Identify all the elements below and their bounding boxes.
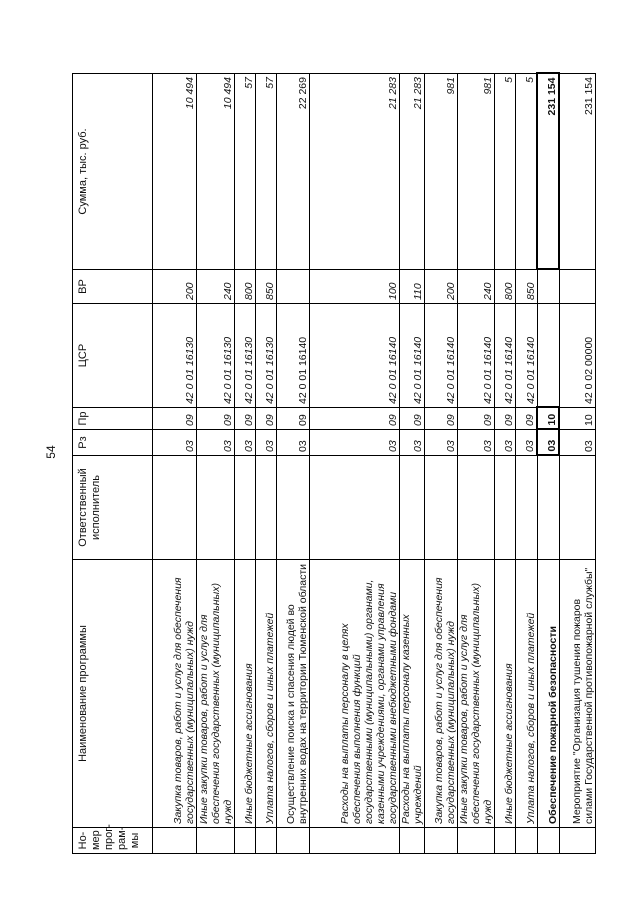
row-csr-cell [537, 304, 559, 408]
header-sum: Сумма, тыс. руб. [73, 74, 153, 270]
row-pr-cell: 09 [234, 408, 255, 430]
table-row [310, 74, 400, 854]
budget-table [72, 73, 596, 855]
row-pr-cell: 10 [537, 408, 559, 430]
row-number-cell [310, 828, 400, 854]
table-row [458, 74, 495, 854]
row-vr-cell: 240 [458, 270, 495, 304]
row-number-cell [399, 828, 424, 854]
table-header-row [73, 74, 153, 854]
row-sum-cell: 57 [255, 74, 276, 270]
row-vr-cell: 200 [424, 270, 457, 304]
row-csr-cell: 42 0 01 16140 [399, 304, 424, 408]
row-name-cell: Уплата налогов, сборов и иных платежей [516, 560, 537, 828]
row-vr-cell: 200 [153, 270, 197, 304]
row-pr-cell: 10 [559, 408, 595, 430]
row-responsible-cell [197, 456, 234, 560]
row-name-cell: Закупка товаров, работ и услуг для обеспечения государственных (муниципальных) нужд [153, 560, 197, 828]
row-pr-cell: 09 [495, 408, 516, 430]
row-number-cell [276, 828, 309, 854]
page-number: 54 [44, 445, 58, 459]
header-program-name: Наименование программы [73, 560, 153, 828]
table-row [276, 74, 309, 854]
table-row [197, 74, 234, 854]
row-number-cell [234, 828, 255, 854]
row-responsible-cell [276, 456, 309, 560]
row-number-cell [559, 828, 595, 854]
table-row [559, 74, 595, 854]
table-row [516, 74, 537, 854]
row-name-cell: Закупка товаров, работ и услуг для обеспечения государственных (муниципальных) нужд [424, 560, 457, 828]
row-responsible-cell [310, 456, 400, 560]
row-sum-cell: 5 [495, 74, 516, 270]
row-number-cell [197, 828, 234, 854]
header-rz: Рз [73, 430, 153, 456]
row-vr-cell: 110 [399, 270, 424, 304]
row-sum-cell: 981 [458, 74, 495, 270]
row-responsible-cell [234, 456, 255, 560]
row-pr-cell: 09 [255, 408, 276, 430]
row-responsible-cell [495, 456, 516, 560]
row-sum-cell: 5 [516, 74, 537, 270]
row-number-cell [153, 828, 197, 854]
row-vr-cell: 850 [255, 270, 276, 304]
table-row [495, 74, 516, 854]
row-rz-cell: 03 [399, 430, 424, 456]
table-body [153, 74, 596, 854]
header-vr: ВР [73, 270, 153, 304]
row-csr-cell: 42 0 01 16140 [276, 304, 309, 408]
row-rz-cell: 03 [559, 430, 595, 456]
row-number-cell [424, 828, 457, 854]
row-vr-cell [559, 270, 595, 304]
row-vr-cell: 800 [234, 270, 255, 304]
row-csr-cell: 42 0 01 16140 [495, 304, 516, 408]
row-rz-cell: 03 [310, 430, 400, 456]
row-pr-cell: 09 [197, 408, 234, 430]
row-name-cell: Уплата налогов, сборов и иных платежей [255, 560, 276, 828]
row-name-cell: Иные закупки товаров, работ и услуг для обеспечения государственных (муниципальных) нужд [458, 560, 495, 828]
row-responsible-cell [458, 456, 495, 560]
row-pr-cell: 09 [153, 408, 197, 430]
row-responsible-cell [399, 456, 424, 560]
row-sum-cell: 10 494 [197, 74, 234, 270]
row-vr-cell: 240 [197, 270, 234, 304]
row-csr-cell: 42 0 01 16130 [255, 304, 276, 408]
row-name-cell: Обеспечение пожарной безопасности [537, 560, 559, 828]
row-pr-cell: 09 [399, 408, 424, 430]
row-responsible-cell [516, 456, 537, 560]
table-row [255, 74, 276, 854]
row-number-cell [458, 828, 495, 854]
row-csr-cell: 42 0 01 16130 [197, 304, 234, 408]
row-vr-cell: 850 [516, 270, 537, 304]
row-csr-cell: 42 0 01 16140 [424, 304, 457, 408]
row-rz-cell: 03 [537, 430, 559, 456]
row-name-cell: Иные бюджетные ассигнования [234, 560, 255, 828]
row-rz-cell: 03 [255, 430, 276, 456]
table-row [234, 74, 255, 854]
header-responsible: Ответственный исполнитель [73, 456, 153, 560]
row-number-cell [516, 828, 537, 854]
row-rz-cell: 03 [153, 430, 197, 456]
row-csr-cell: 42 0 01 16140 [458, 304, 495, 408]
row-name-cell: Мероприятие "Организация тушения пожаров силами Государственной противопожарной службы" [559, 560, 595, 828]
row-csr-cell: 42 0 01 16130 [153, 304, 197, 408]
row-sum-cell: 57 [234, 74, 255, 270]
row-sum-cell: 21 283 [310, 74, 400, 270]
rotated-page [72, 74, 596, 854]
row-pr-cell: 09 [424, 408, 457, 430]
table-row [537, 74, 559, 854]
row-csr-cell: 42 0 01 16130 [234, 304, 255, 408]
row-responsible-cell [559, 456, 595, 560]
row-vr-cell [276, 270, 309, 304]
row-vr-cell [537, 270, 559, 304]
row-name-cell: Иные закупки товаров, работ и услуг для обеспечения государственных (муниципальных) нужд [197, 560, 234, 828]
header-program-number: Но-мер прог-рам-мы [73, 828, 153, 854]
row-name-cell: Расходы на выплаты персоналу казенных учреждений [399, 560, 424, 828]
row-rz-cell: 03 [276, 430, 309, 456]
row-responsible-cell [424, 456, 457, 560]
row-number-cell [255, 828, 276, 854]
table-row [399, 74, 424, 854]
row-responsible-cell [153, 456, 197, 560]
row-csr-cell: 42 0 02 00000 [559, 304, 595, 408]
row-number-cell [537, 828, 559, 854]
row-csr-cell: 42 0 01 16140 [516, 304, 537, 408]
row-sum-cell: 10 494 [153, 74, 197, 270]
header-pr: Пр [73, 408, 153, 430]
row-rz-cell: 03 [458, 430, 495, 456]
row-rz-cell: 03 [495, 430, 516, 456]
row-pr-cell: 09 [458, 408, 495, 430]
row-csr-cell: 42 0 01 16140 [310, 304, 400, 408]
row-sum-cell: 981 [424, 74, 457, 270]
row-number-cell [495, 828, 516, 854]
row-name-cell: Осуществление поиска и спасения людей во внутренних водах на территории Тюменской области [276, 560, 309, 828]
row-rz-cell: 03 [424, 430, 457, 456]
row-sum-cell: 231 154 [537, 74, 559, 270]
table-row [424, 74, 457, 854]
row-sum-cell: 231 154 [559, 74, 595, 270]
header-csr: ЦСР [73, 304, 153, 408]
row-vr-cell: 800 [495, 270, 516, 304]
row-sum-cell: 21 283 [399, 74, 424, 270]
row-name-cell: Расходы на выплаты персоналу в целях обеспечения выполнения функций государственными (муниципальными) органами, казенными учреждениями, органами управления государственными внебюджетными фондами [310, 560, 400, 828]
row-rz-cell: 03 [197, 430, 234, 456]
row-pr-cell: 09 [276, 408, 309, 430]
row-responsible-cell [255, 456, 276, 560]
table-row [153, 74, 197, 854]
row-vr-cell: 100 [310, 270, 400, 304]
row-pr-cell: 09 [310, 408, 400, 430]
row-rz-cell: 03 [234, 430, 255, 456]
row-rz-cell: 03 [516, 430, 537, 456]
row-name-cell: Иные бюджетные ассигнования [495, 560, 516, 828]
row-pr-cell: 09 [516, 408, 537, 430]
row-responsible-cell [537, 456, 559, 560]
row-sum-cell: 22 269 [276, 74, 309, 270]
